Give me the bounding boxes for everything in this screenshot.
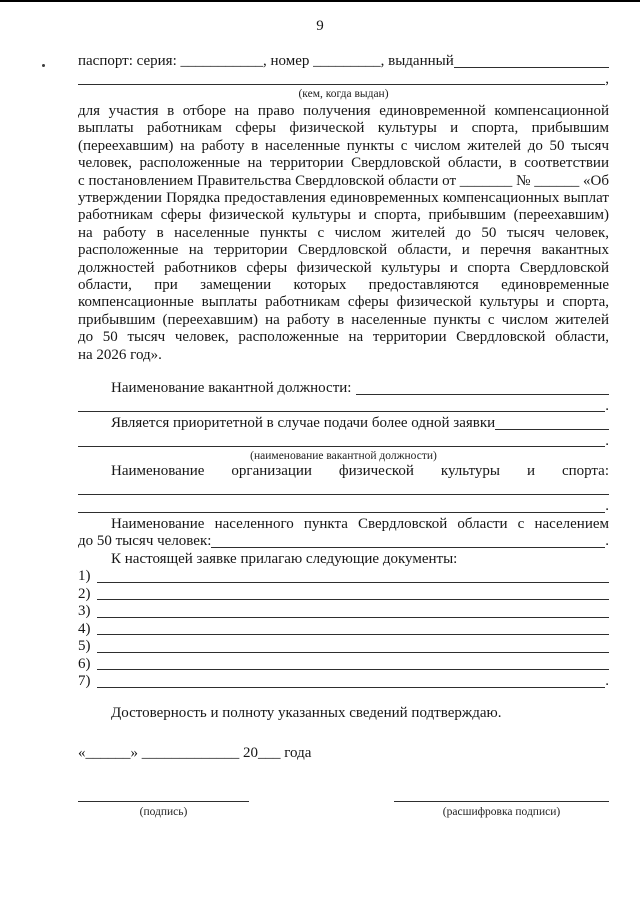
settlement-blank — [211, 533, 605, 551]
documents-list-label: К настоящей заявке прилагаю следующие документы: — [111, 550, 458, 567]
document-item-number: 2) — [78, 585, 91, 602]
vacancy-position-blank — [356, 380, 609, 398]
document-item-blank — [97, 568, 610, 586]
organization-blank-line-2 — [78, 498, 609, 516]
blank-line — [78, 498, 605, 516]
passport-label: паспорт: серия: ___________, номер _________, выданный — [78, 53, 454, 69]
document-item-row — [78, 621, 609, 639]
priority-blank — [495, 415, 609, 433]
document-item-row — [78, 656, 609, 674]
date-line: «______» _____________ 20___ года — [78, 745, 312, 762]
trailing-period: . — [605, 397, 609, 414]
signature-block — [78, 792, 609, 819]
settlement-label-2: до 50 тысяч человек: — [78, 533, 212, 550]
document-item-blank — [97, 603, 610, 621]
document-item-number: 6) — [78, 655, 91, 672]
signature-caption: (подпись) — [139, 806, 188, 819]
confirmation-statement: Достоверность и полноту указанных сведений подтверждаю. — [111, 704, 502, 721]
passport-line — [78, 53, 609, 71]
vacancy-position-continuation — [78, 398, 609, 416]
trailing-period: . — [605, 673, 609, 690]
document-item-number: 4) — [78, 620, 91, 637]
document-item-number: 3) — [78, 603, 91, 620]
organization-label: Наименование организации физической культуры и спорта: — [111, 463, 609, 480]
document-item-blank — [97, 586, 610, 604]
signature-line — [78, 792, 249, 802]
blank-line — [78, 71, 605, 89]
document-item-number: 7) — [78, 673, 91, 690]
blank-line — [78, 433, 605, 451]
priority-label: Является приоритетной в случае подачи более одной заявки — [111, 415, 496, 432]
passport-continuation-line — [78, 71, 609, 89]
vacancy-position-label: Наименование вакантной должности: — [111, 380, 352, 397]
vacancy-position-row — [78, 380, 609, 398]
document-item-row — [78, 673, 609, 691]
trailing-period: . — [605, 533, 609, 550]
application-purpose-paragraph: для участия в отборе на право получения единовременной компенсационной выплаты работникам сферы физической культуры и спорта, прибывшим (переехавшим) на работу в населенные пункты с числом жителей до 50 тысяч человек, расположенные на территории Свердловской области, в соответствии с постановлением Правительства Свердловской области от _______ № ______ «Об утверждении Порядка предоставления единовременных компенсационных выплат работникам сферы физической культуры и спорта, прибывшим (переехавшим) на работу в населенные пункты с числом жителей до 50 тысяч человек, расположенные на территории Свердловской области, и перечня вакантных должностей работников сферы физической культуры и спорта Свердловской области, при замещении которых предоставляются единовременные компенсационные выплаты работникам сферы физической культуры и спорта, прибывшим (переехавшим) на работу в населенные пункты с числом жителей до 50 тысяч человек, расположенные на территории Свердловской области, на 2026 год». — [78, 103, 609, 363]
blank-line — [78, 398, 605, 416]
signature-field — [78, 792, 249, 819]
page-content — [78, 53, 609, 819]
signature-name-caption: (расшифровка подписи) — [442, 806, 561, 819]
vacancy-name-caption: (наименование вакантной должности) — [250, 450, 437, 463]
document-item-blank — [97, 621, 610, 639]
document-item-row — [78, 603, 609, 621]
document-item-blank — [97, 673, 606, 691]
document-item-row — [78, 586, 609, 604]
document-item-number: 5) — [78, 638, 91, 655]
document-item-blank — [97, 638, 610, 656]
page-number: 9 — [316, 18, 324, 34]
trailing-comma: , — [605, 70, 609, 87]
priority-row — [78, 415, 609, 433]
trailing-period: . — [605, 498, 609, 515]
document-item-number: 1) — [78, 568, 91, 585]
priority-continuation — [78, 433, 609, 451]
settlement-label-line-2 — [78, 533, 609, 551]
blank-line — [78, 481, 609, 499]
signature-name-line — [394, 792, 609, 802]
document-item-row — [78, 638, 609, 656]
document-item-blank — [97, 656, 610, 674]
organization-blank-line-1 — [78, 481, 609, 499]
document-item-row — [78, 568, 609, 586]
settlement-label-line-1: Наименование населенного пункта Свердловской области с населением — [111, 515, 609, 532]
trailing-period: . — [605, 432, 609, 449]
issued-by-caption: (кем, когда выдан) — [298, 88, 389, 100]
signature-name-field — [394, 792, 609, 819]
passport-issued-blank — [454, 53, 609, 71]
scan-artifact-dot — [42, 64, 45, 67]
